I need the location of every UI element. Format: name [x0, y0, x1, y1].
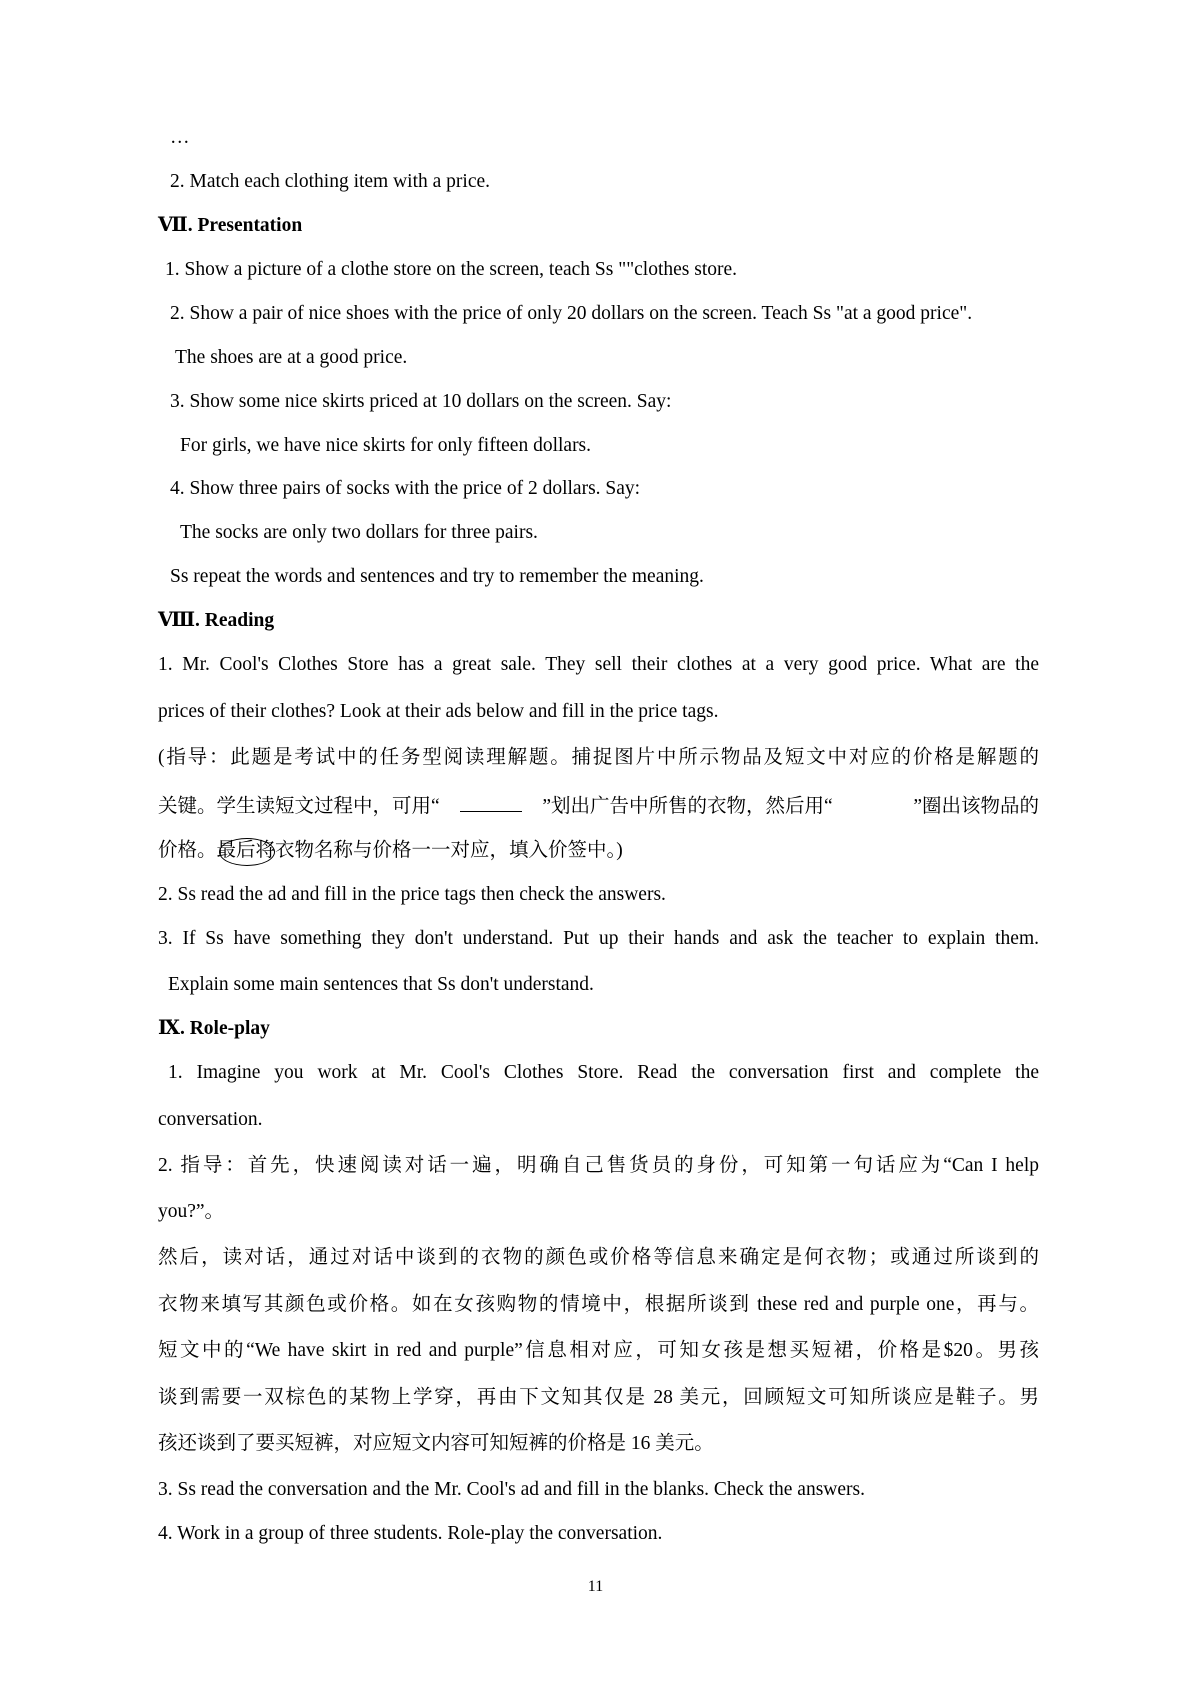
circle-mark: [219, 838, 275, 866]
section-heading-presentation: Ⅶ. Presentation: [158, 215, 303, 236]
paragraph-line: 4. Work in a group of three students. Role-play the conversation.: [158, 1523, 663, 1544]
paragraph-line: 3. If Ss have something they don't understand. Put up their hands and ask the teacher to explain them.: [158, 928, 1039, 949]
section-heading-role-play: Ⅸ. Role-play: [158, 1018, 270, 1039]
guidance-line: 短文中的“We have skirt in red and purple”信息相对应，可知女孩是想买短裙，价格是$20。男孩: [158, 1340, 1039, 1361]
paragraph-line: The shoes are at a good price.: [175, 347, 408, 368]
ellipsis-line: …: [170, 127, 190, 148]
guidance-line: 然后，读对话，通过对话中谈到的衣物的颜色或价格等信息来确定是何衣物；或通过所谈到的: [158, 1247, 1039, 1268]
paragraph-line: Explain some main sentences that Ss don't understand.: [168, 974, 594, 995]
paragraph-line: 2. Show a pair of nice shoes with the price of only 20 dollars on the screen. Teach Ss "at a good price".: [170, 303, 973, 324]
guidance-line: 衣物来填写其颜色或价格。如在女孩购物的情境中，根据所谈到 these red and purple one，再与。: [158, 1294, 1039, 1315]
guidance-line: you?”。: [158, 1201, 225, 1222]
paragraph-line: 3. Show some nice skirts priced at 10 dollars on the screen. Say:: [170, 391, 672, 412]
paragraph-line: 1. Imagine you work at Mr. Cool's Clothes Store. Read the conversation first and complete the: [168, 1062, 1039, 1083]
guidance-text: ”划出广告中所售的衣物，然后用“: [542, 796, 833, 817]
paragraph-line: conversation.: [158, 1109, 263, 1130]
paragraph-line: 2. Ss read the ad and fill in the price tags then check the answers.: [158, 884, 666, 905]
guidance-text: 关键。学生读短文过程中，可用“: [158, 796, 440, 817]
paragraph-line: For girls, we have nice skirts for only fifteen dollars.: [180, 435, 592, 456]
guidance-line: (指导：此题是考试中的任务型阅读理解题。捕捉图片中所示物品及短文中对应的价格是解题的: [158, 747, 1039, 768]
paragraph-line: 3. Ss read the conversation and the Mr. Cool's ad and fill in the blanks. Check the answers.: [158, 1479, 865, 1500]
section-heading-reading: Ⅷ. Reading: [158, 610, 275, 631]
paragraph-line: prices of their clothes? Look at their ads below and fill in the price tags.: [158, 701, 719, 722]
paragraph-line: 1. Show a picture of a clothe store on the screen, teach Ss ""clothes store.: [165, 259, 738, 280]
paragraph-line: Ss repeat the words and sentences and try to remember the meaning.: [170, 566, 704, 587]
paragraph-line: 4. Show three pairs of socks with the price of 2 dollars. Say:: [170, 478, 641, 499]
guidance-line-with-marks: [158, 793, 1039, 819]
guidance-line: 谈到需要一双棕色的某物上学穿，再由下文知其仅是 28 美元，回顾短文可知所谈应是鞋子。男: [158, 1387, 1039, 1408]
guidance-line: 孩还谈到了要买短裤，对应短文内容可知短裤的价格是 16 美元。: [158, 1433, 714, 1454]
guidance-line: 价格。最后将衣物名称与价格一一对应，填入价签中。): [158, 840, 623, 861]
match-instruction: 2. Match each clothing item with a price.: [170, 171, 491, 192]
underline-mark: [460, 793, 522, 812]
page-number: 11: [587, 1578, 604, 1595]
paragraph-line: The socks are only two dollars for three pairs.: [180, 522, 538, 543]
paragraph-line: 1. Mr. Cool's Clothes Store has a great sale. They sell their clothes at a very good price. What are the: [158, 654, 1039, 675]
guidance-line: 2. 指导：首先，快速阅读对话一遍，明确自己售货员的身份，可知第一句话应为“Can I help: [158, 1155, 1039, 1176]
guidance-text: ”圈出该物品的: [913, 796, 1039, 817]
